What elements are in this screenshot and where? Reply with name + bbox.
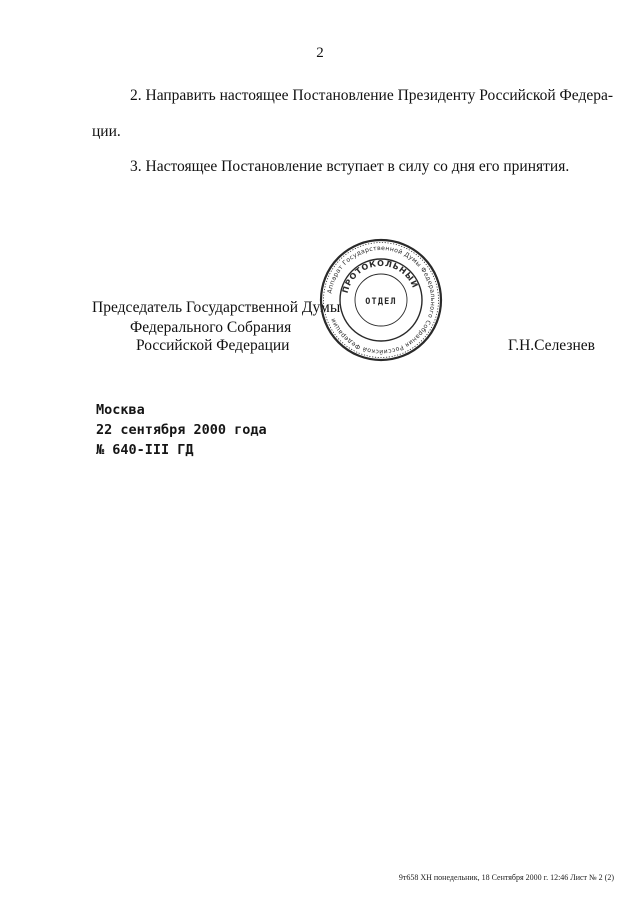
signatory-title-line-2: Федерального Собрания (130, 319, 292, 336)
paragraph-3: 3. Настоящее Постановление вступает в силу со дня его принятия. (130, 158, 570, 175)
date-of-signing: 22 сентября 2000 года (96, 422, 267, 438)
page-footer: 9т658 ХН понедельник, 18 Сентября 2000 г. 12:46 Лист № 2 (2) (398, 873, 614, 882)
place-of-signing: Москва (96, 402, 145, 418)
stamp-center-text: ОТДЕЛ (365, 297, 397, 307)
page-number: 2 (316, 45, 324, 61)
document-number: № 640-III ГД (96, 442, 194, 458)
stamp-outer-text: Аппарат Государственной Думы Федерального Собрания Российской Федерации (326, 244, 437, 356)
paragraph-2-line-2: ции. (92, 123, 121, 140)
svg-text:ПРОТОКОЛЬНЫЙ (341, 259, 422, 294)
stamp-inner-text: ПРОТОКОЛЬНЫЙ (340, 258, 420, 295)
signatory-title-line-1: Председатель Государственной Думы (92, 299, 341, 316)
paragraph-2-line-1: 2. Направить настоящее Постановление Президенту Российской Федера- (130, 87, 613, 104)
signatory-name: Г.Н.Селезнев (508, 337, 595, 354)
official-seal-stamp (318, 237, 444, 363)
signatory-title-line-3: Российской Федерации (136, 337, 290, 354)
